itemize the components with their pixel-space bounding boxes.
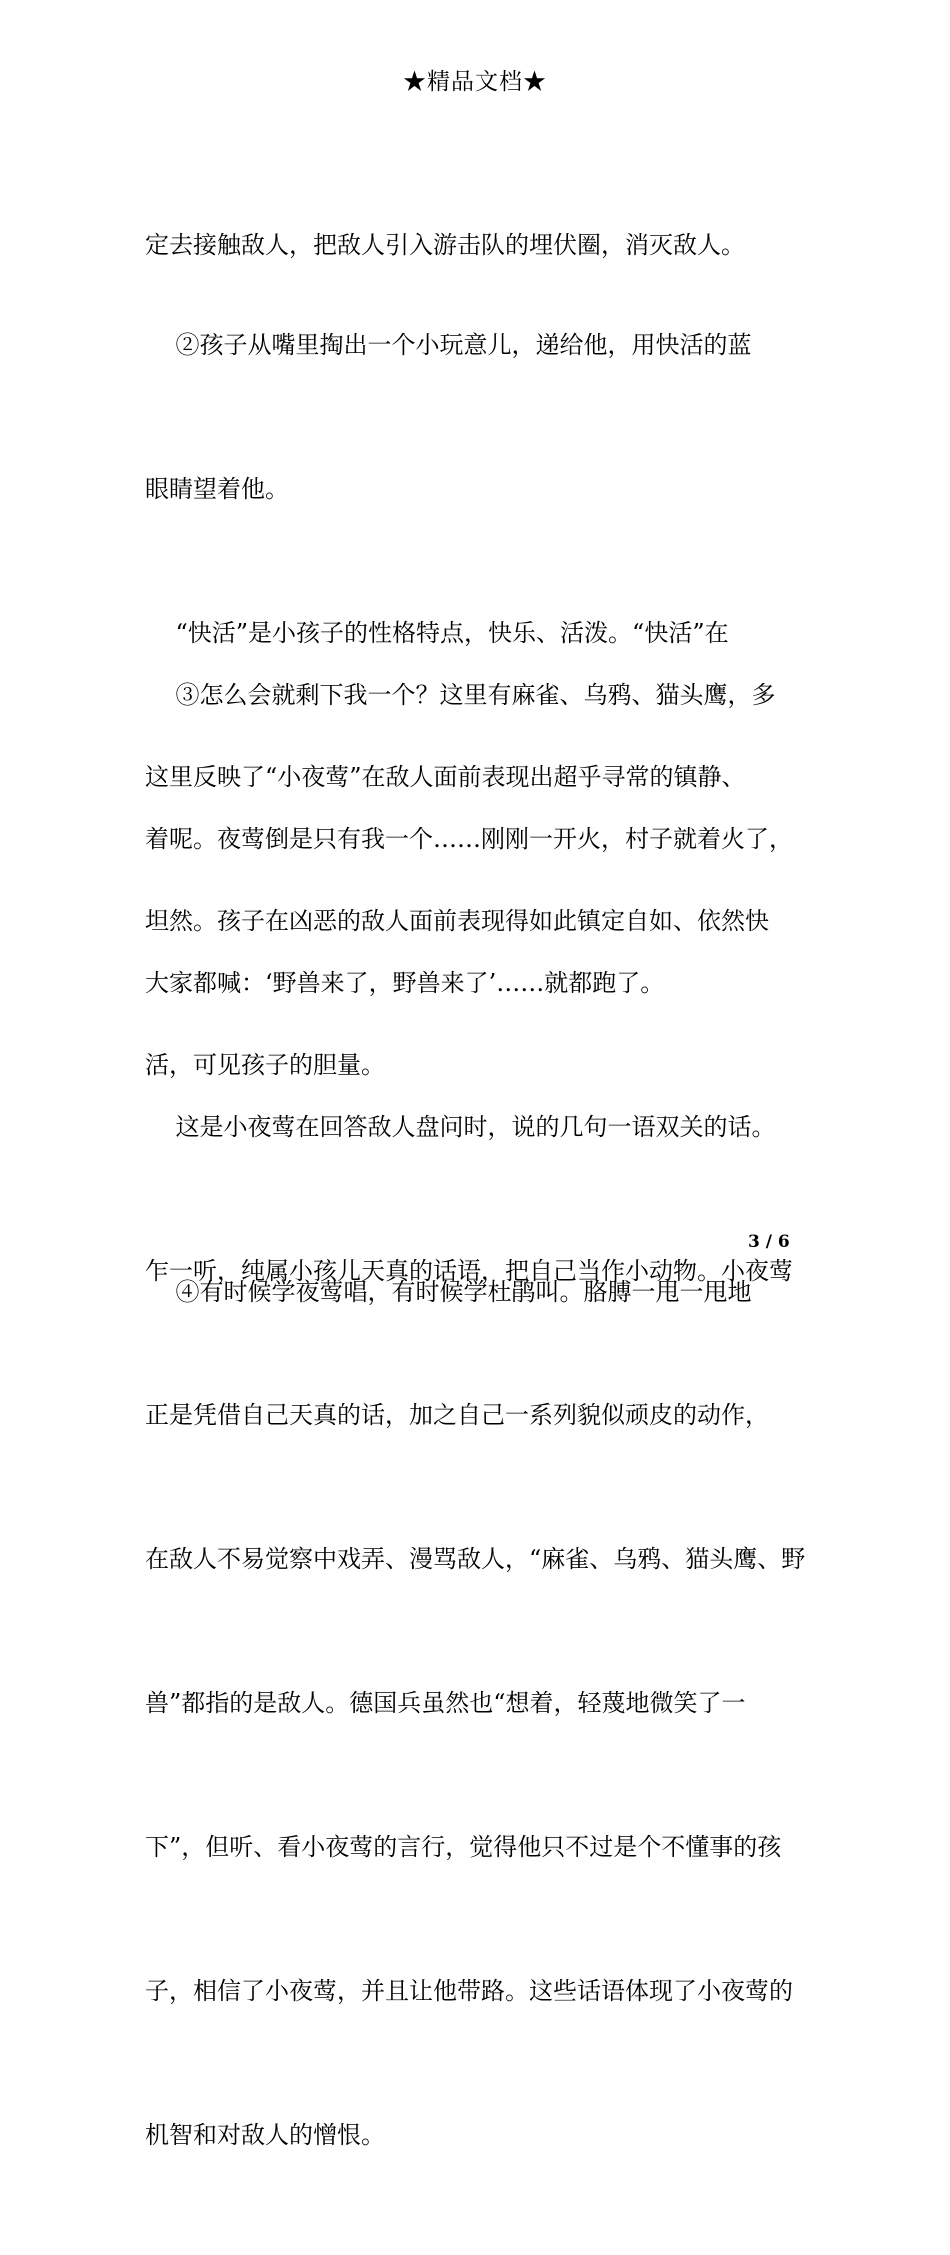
text-line: 坦然。孩子在凶恶的敌人面前表现得如此镇定自如、依然快 bbox=[145, 907, 769, 935]
text-line: ④有时候学夜莺唱，有时候学杜鹃叫。胳膊一甩一甩地 bbox=[145, 1278, 752, 1306]
page-header-title: ★精品文档★ bbox=[403, 69, 547, 95]
text-line: 这是小夜莺在回答敌人盘问时，说的几句一语双关的话。 bbox=[145, 1113, 776, 1141]
text-line: 正是凭借自己天真的话，加之自己一系列貌似顽皮的动作， bbox=[145, 1401, 769, 1429]
text-line: 定去接触敌人，把敌人引入游击队的埋伏圈，消灭敌人。 bbox=[145, 231, 745, 259]
text-line: 兽”都指的是敌人。德国兵虽然也“想着，轻蔑地微笑了一 bbox=[145, 1689, 746, 1717]
text-line: 大家都喊：‘野兽来了，野兽来了’……就都跑了。 bbox=[145, 969, 665, 997]
text-line: 活，可见孩子的胆量。 bbox=[145, 1051, 385, 1079]
text-line: “快活”是小孩子的性格特点，快乐、活泼。“快活”在 bbox=[145, 619, 729, 647]
text-line: 眼睛望着他。 bbox=[145, 475, 289, 503]
paragraph-block-3 bbox=[145, 575, 817, 2255]
text-line: 子，相信了小夜莺，并且让他带路。这些话语体现了小夜莺的 bbox=[145, 1977, 793, 2005]
paragraph-block-4 bbox=[145, 1172, 817, 1412]
text-line: 这里反映了“小夜莺”在敌人面前表现出超乎寻常的镇静、 bbox=[145, 763, 746, 791]
text-line: ②孩子从嘴里掏出一个小玩意儿，递给他，用快活的蓝 bbox=[145, 331, 752, 359]
text-line: 在敌人不易觉察中戏弄、漫骂敌人，“麻雀、乌鸦、猫头鹰、野 bbox=[145, 1545, 806, 1573]
page-number: 3 / 6 bbox=[748, 1232, 790, 1252]
text-line: 着呢。夜莺倒是只有我一个……刚刚一开火，村子就着火了， bbox=[145, 825, 793, 853]
text-line: ③怎么会就剩下我一个？这里有麻雀、乌鸦、猫头鹰，多 bbox=[145, 681, 776, 709]
text-line: 下”，但听、看小夜莺的言行，觉得他只不过是个不懂事的孩 bbox=[145, 1833, 782, 1861]
text-line: 机智和对敌人的憎恨。 bbox=[145, 2121, 385, 2149]
text-line: 乍一听，纯属小孩儿天真的话语，把自己当作小动物。小夜莺 bbox=[145, 1257, 793, 1285]
